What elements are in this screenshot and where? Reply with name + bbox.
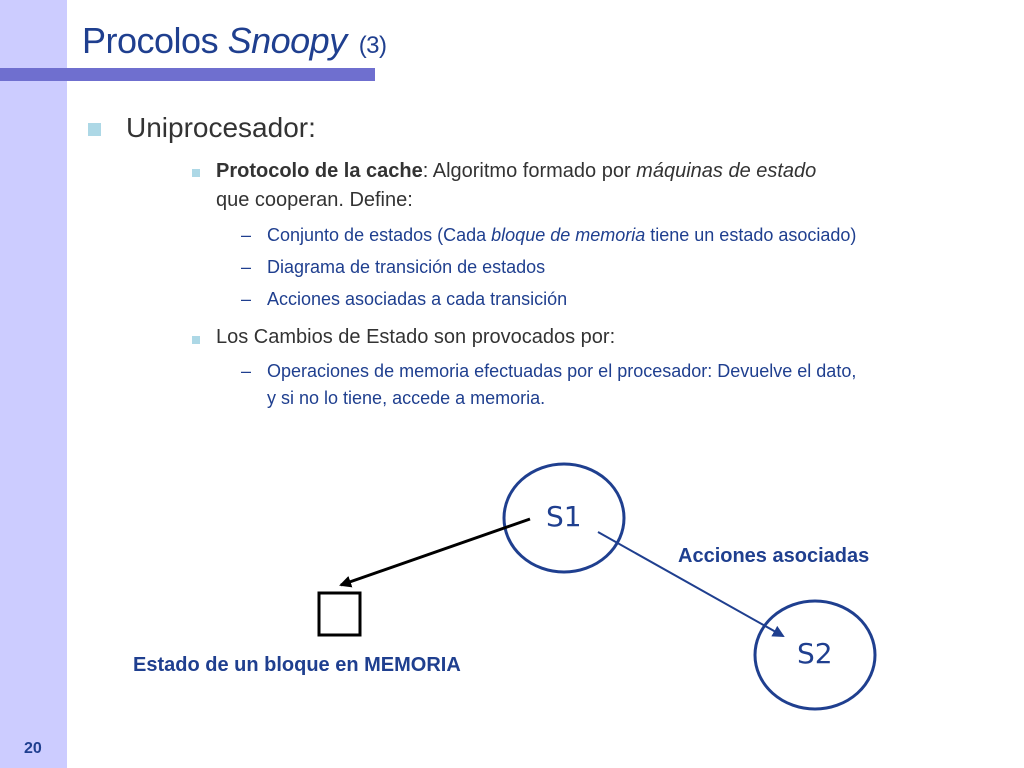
level1-text: Uniprocesador: bbox=[126, 112, 316, 143]
memory-block-square bbox=[319, 593, 360, 635]
sub1-italic: bloque de memoria bbox=[491, 225, 646, 245]
sub4-line1: Operaciones de memoria efectuadas por el procesador: Devuelve el dato, bbox=[267, 361, 857, 381]
title-main: Procolos bbox=[82, 20, 228, 61]
sub1-post: tiene un estado asociado) bbox=[645, 225, 857, 245]
memoria-label: Estado de un bloque en MEMORIA bbox=[133, 654, 461, 676]
dash-icon: – bbox=[241, 361, 252, 381]
title-subtitle: (3) bbox=[358, 32, 387, 59]
bullet-cambios: Los Cambios de Estado son provocados por: bbox=[216, 326, 616, 348]
page-number: 20 bbox=[24, 740, 42, 757]
dash-icon: – bbox=[241, 257, 252, 277]
dash-icon: – bbox=[241, 225, 252, 245]
bullet-italic: máquinas de estado bbox=[636, 160, 817, 182]
sub1-pre: Conjunto de estados (Cada bbox=[267, 225, 492, 245]
bullet-bold: Protocolo de la cache bbox=[216, 160, 423, 182]
dash-icon: – bbox=[241, 289, 252, 309]
bullet-line2: que cooperan. Define: bbox=[216, 189, 413, 211]
acciones-label: Acciones asociadas bbox=[678, 545, 870, 567]
bullet-rest: : Algoritmo formado por bbox=[422, 160, 637, 182]
sub4-line2: y si no lo tiene, accede a memoria. bbox=[267, 388, 546, 408]
title-italic: Snoopy bbox=[227, 20, 347, 61]
sub-item-acciones: Acciones asociadas a cada transición bbox=[267, 289, 568, 309]
state-s2-label: S2 bbox=[797, 637, 833, 670]
sub-item-diagrama: Diagrama de transición de estados bbox=[267, 257, 546, 277]
state-s1-label: S1 bbox=[546, 500, 582, 533]
arrow-to-memory bbox=[341, 519, 530, 585]
